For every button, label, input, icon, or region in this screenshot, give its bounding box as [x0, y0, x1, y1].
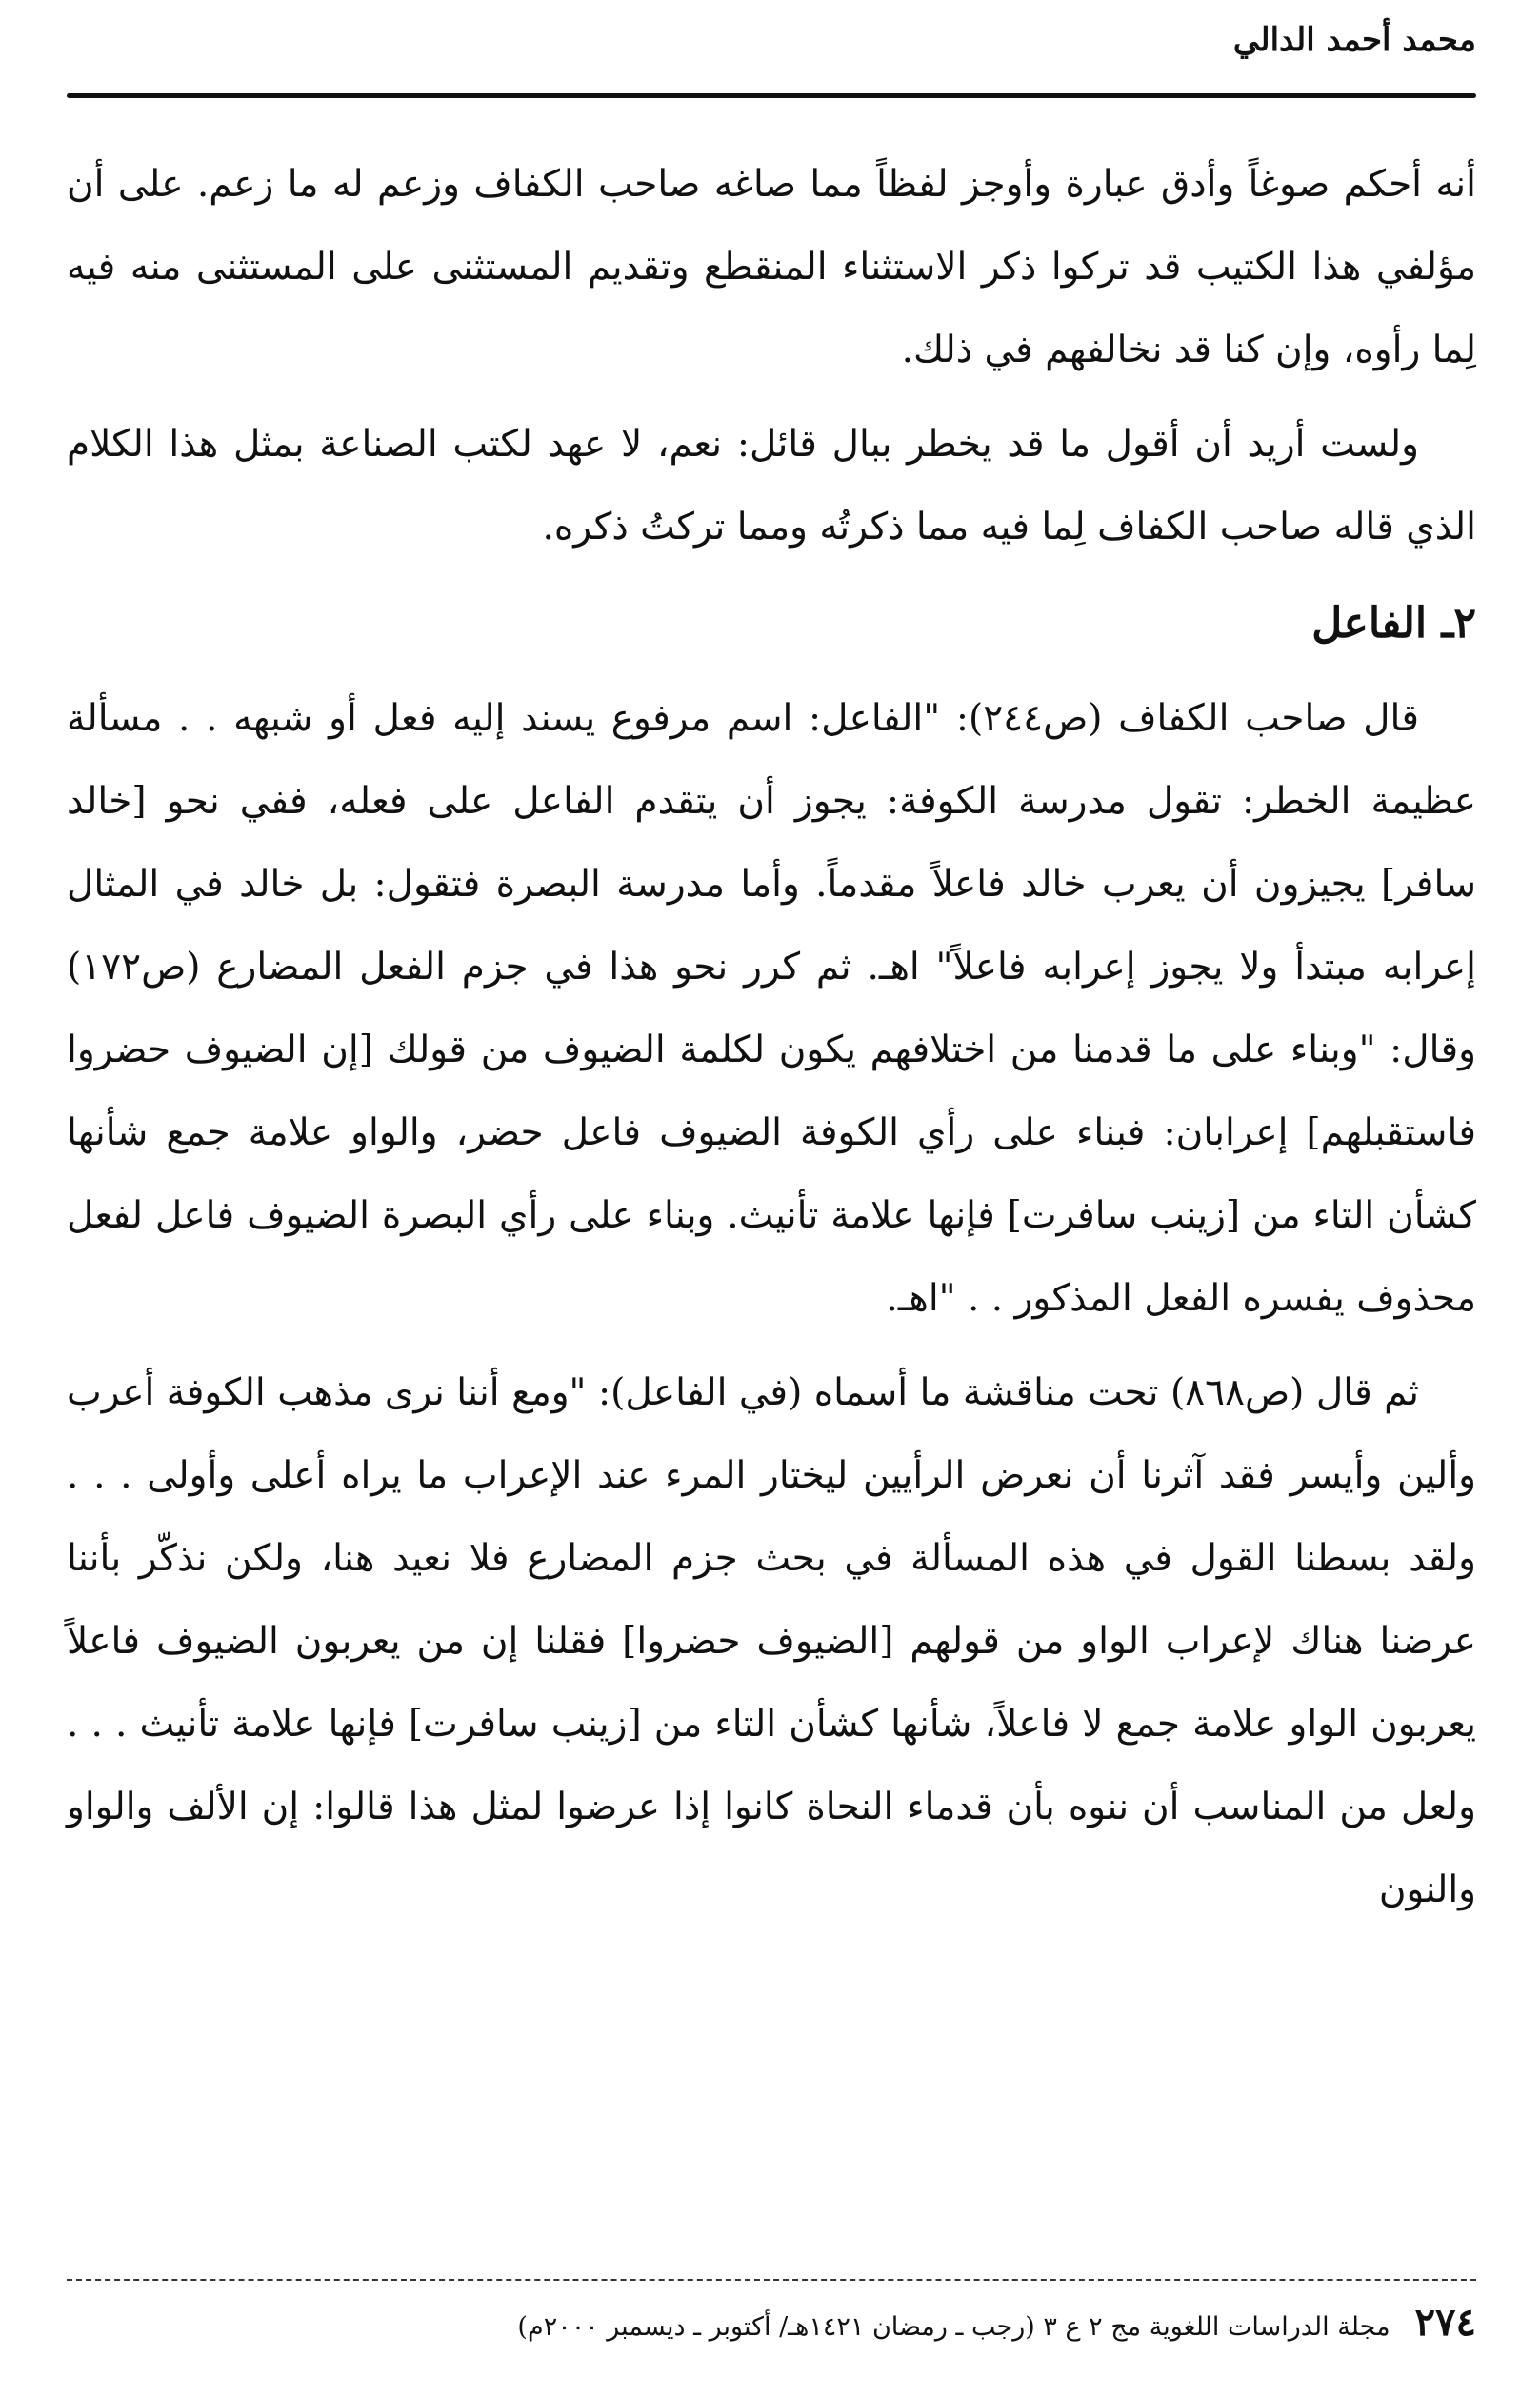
page-number: ٢٧٤: [1414, 2300, 1476, 2345]
paragraph-4: ثم قال (ص٨٦٨) تحت مناقشة ما أسماه (في الفاعل): "ومع أننا نرى مذهب الكوفة أعرب وألين وأيسر فقد آثرنا أن نعرض الرأيين ليختار المرء عند الإعراب ما يراه أعلى وأولى . . . ولقد بسطنا القول في هذه المسألة في بحث جزم المضارع فلا نعيد هنا، ولكن نذكّر بأننا عرضنا هناك لإعراب الواو من قولهم [الضيوف حضروا] فقلنا إن من يعربون الضيوف فاعلاً يعربون الواو علامة جمع لا فاعلاً، شأنها كشأن التاء من [زينب سافرت] فإنها علامة تأنيث . . . ولعل من المناسب أن ننوه بأن قدماء النحاة كانوا إذا عرضوا لمثل هذا قالوا: إن الألف والواو والنون: [67, 1371, 1476, 1911]
running-head-author: محمد أحمد الدالي: [1232, 21, 1476, 59]
paragraph-1: أنه أحكم صوغاً وأدق عبارة وأوجز لفظاً مما صاغه صاحب الكفاف وزعم له ما زعم. على أن مؤلفي هذا الكتيب قد تركوا ذكر الاستثناء المنقطع وتقديم المستثنى على المستثنى منه فيه لِما رأوه، وإن كنا قد نخالفهم في ذلك.: [67, 163, 1476, 371]
paragraph-2: ولست أريد أن أقول ما قد يخطر ببال قائل: نعم، لا عهد لكتب الصناعة بمثل هذا الكلام الذي قاله صاحب الكفاف لِما فيه مما ذكرتُه ومما تركتُ ذكره.: [67, 423, 1476, 549]
footer: [517, 2300, 1476, 2345]
paragraph-3: قال صاحب الكفاف (ص٢٤٤): "الفاعل: اسم مرفوع يسند إليه فعل أو شبهه . . مسألة عظيمة الخطر: تقول مدرسة الكوفة: يجوز أن يتقدم الفاعل على فعله، ففي نحو [خالد سافر] يجيزون أن يعرب خالد فاعلاً مقدماً. وأما مدرسة البصرة فتقول: بل خالد في المثال إعرابه مبتدأ ولا يجوز إعرابه فاعلاً" اهـ. ثم كرر نحو هذا في جزم الفعل المضارع (ص١٧٢) وقال: "وبناء على ما قدمنا من اختلافهم يكون لكلمة الضيوف من قولك [إن الضيوف حضروا فاستقبلهم] إعرابان: فبناء على رأي الكوفة الضيوف فاعل حضر، والواو علامة جمع شأنها كشأن التاء من [زينب سافرت] فإنها علامة تأنيث. وبناء على رأي البصرة الضيوف فاعل لفعل محذوف يفسره الفعل المذكور . . "اهـ.: [67, 697, 1476, 1320]
journal-citation: مجلة الدراسات اللغوية مج ٢ ع ٣ (رجب ـ رمضان ١٤٢١هـ/ أكتوبر ـ ديسمبر ٢٠٠٠م): [517, 2312, 1390, 2342]
header-rule: [67, 93, 1476, 98]
section-heading: ٢ـ الفاعل: [1311, 599, 1476, 648]
footer-rule: [67, 2279, 1476, 2281]
body-text: [67, 143, 1476, 1943]
document-page: [67, 0, 1476, 2397]
